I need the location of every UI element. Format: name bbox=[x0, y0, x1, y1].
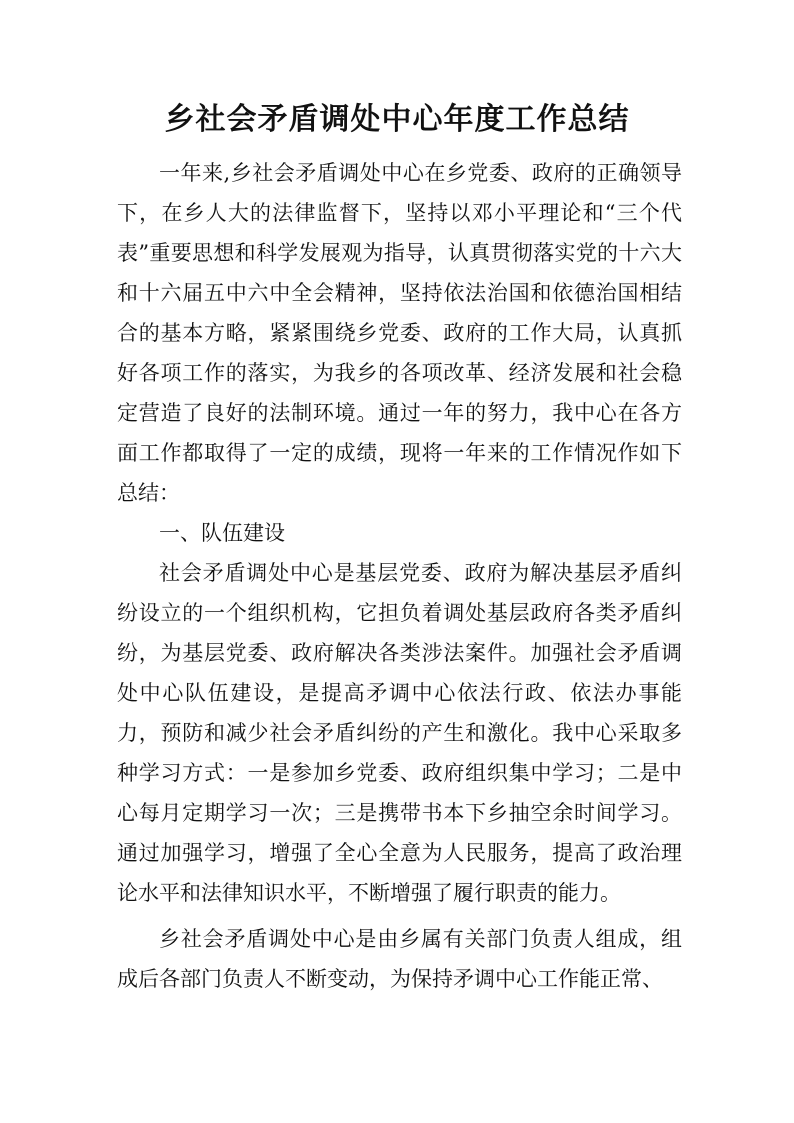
team-building-paragraph: 社会矛盾调处中心是基层党委、政府为解决基层矛盾纠纷设立的一个组织机构，它担负着调处基层政府各类矛盾纠纷，为基层党委、政府解决各类涉法案件。加强社会矛盾调处中心队伍建设，是提高矛调中心依法行政、依法办事能力，预防和减少社会矛盾纠纷的产生和激化。我中心采取多种学习方式：一是参加乡党委、政府组织集中学习；二是中心每月定期学习一次；三是携带书本下乡抽空余时间学习。通过加强学习，增强了全心全意为人民服务，提高了政治理论水平和法律知识水平，不断增强了履行职责的能力。 bbox=[117, 561, 682, 905]
composition-paragraph: 乡社会矛盾调处中心是由乡属有关部门负责人组成，组成后各部门负责人不断变动，为保持矛调中心工作能正常、 bbox=[117, 927, 682, 991]
document-title: 乡社会矛盾调处中心年度工作总结 bbox=[164, 102, 630, 137]
intro-paragraph: 一年来,乡社会矛盾调处中心在乡党委、政府的正确领导下，在乡人大的法律监督下，坚持以邓小平理论和“三个代表”重要思想和科学发展观为指导，认真贯彻落实党的十六大和十六届五中六中全会精神，坚持依法治国和依德治国相结合的基本方略，紧紧围绕乡党委、政府的工作大局，认真抓好各项工作的落实，为我乡的各项改革、经济发展和社会稳定营造了良好的法制环境。通过一年的努力，我中心在各方面工作都取得了一定的成绩，现将一年来的工作情况作如下总结： bbox=[117, 161, 682, 505]
section-heading-team-building: 一、队伍建设 bbox=[159, 521, 285, 545]
document-body bbox=[117, 153, 682, 999]
